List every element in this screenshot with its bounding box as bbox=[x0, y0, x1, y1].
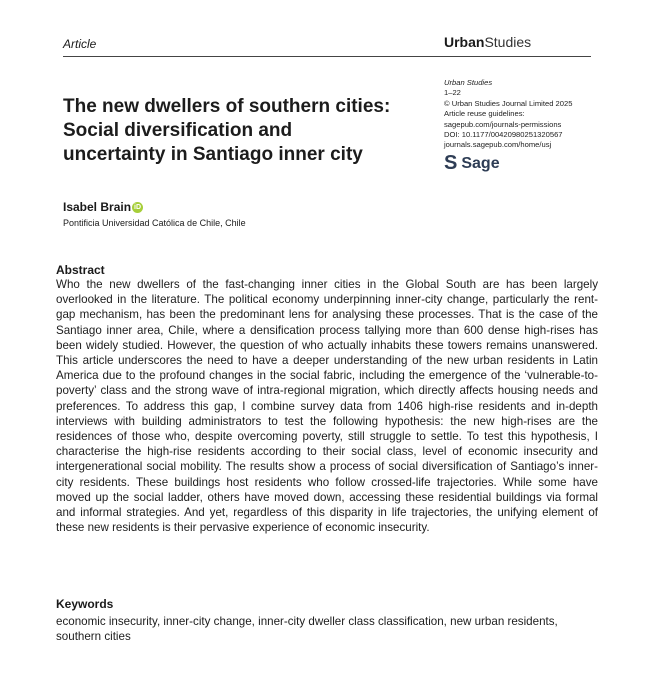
author-line bbox=[63, 200, 143, 214]
meta-reuse-label: Article reuse guidelines: bbox=[444, 109, 525, 119]
journal-meta bbox=[444, 78, 624, 151]
orcid-icon[interactable]: iD bbox=[134, 203, 142, 211]
abstract-body: Who the new dwellers of the fast-changing inner cities in the Global South are has been largely overlooked in the literature. The political economy underpinning inner-city change, particularly the rent-gap mechanism, has been the predominant lens for analysing these processes. That is the case of the Santiago inner area, Chile, where a densification process tallying more than 600 dense high-rises has been widely studied. However, the question of who actually inhabits these towers remains unanswered. This article underscores the need to have a deeper understanding of the new urban residents in Latin America due to the profound changes in the social fabric, including the emergence of the ‘vulnerable-to-poverty’ class and the strong wave of intra-regional migration, which directly affects housing needs and preferences. To address this gap, I combine survey data from 1406 high-rise residents and in-depth interviews with building administrators to test the following hypothesis: the new high-rises are the residences of those who, despite overcoming poverty, still struggle to settle. To test this hypothesis, I characterise the high-rise residents according to their social class, level of economic insecurity and intergenerational social mobility. The results show a process of social diversification of Santiago’s inner-city residents. These buildings host residents who follow crossed-life trajectories. While some have moved up the social ladder, others have moved down, accessing these residential buildings via formal and informal strategies. And yet, regardless of this disparity in life trajectories, the unifying element of these new residents is their pervasive experience of economic insecurity. bbox=[56, 278, 598, 535]
sage-mark-icon: S bbox=[444, 152, 458, 174]
journal-logo bbox=[444, 34, 531, 50]
header-rule bbox=[63, 56, 591, 57]
article-type-label: Article bbox=[63, 37, 97, 51]
abstract-heading: Abstract bbox=[56, 263, 105, 277]
journal-logo-bold: Urban bbox=[444, 34, 485, 50]
sage-wordmark: Sage bbox=[461, 154, 500, 172]
meta-journal: Urban Studies bbox=[444, 78, 493, 87]
sage-logo bbox=[444, 152, 500, 175]
author-affiliation: Pontificia Universidad Católica de Chile, Chile bbox=[63, 218, 246, 228]
article-title: The new dwellers of southern cities: Social diversification and uncertainty in Santiago inner city bbox=[63, 96, 391, 165]
meta-reuse-link[interactable]: sagepub.com/journals-permissions bbox=[444, 119, 562, 129]
journal-logo-light: Studies bbox=[484, 34, 532, 50]
keywords-list: economic insecurity, inner-city change, inner-city dweller class classification, new urban residents, southern cities bbox=[56, 615, 558, 644]
keywords-heading: Keywords bbox=[56, 597, 114, 611]
meta-copyright: © Urban Studies Journal Limited 2025 bbox=[444, 98, 573, 108]
author-name: Isabel Brain bbox=[63, 200, 132, 214]
meta-journal-link[interactable]: journals.sagepub.com/home/usj bbox=[444, 140, 552, 150]
meta-pages: 1–22 bbox=[444, 88, 461, 98]
meta-doi[interactable]: DOI: 10.1177/00420980251320567 bbox=[444, 130, 563, 140]
